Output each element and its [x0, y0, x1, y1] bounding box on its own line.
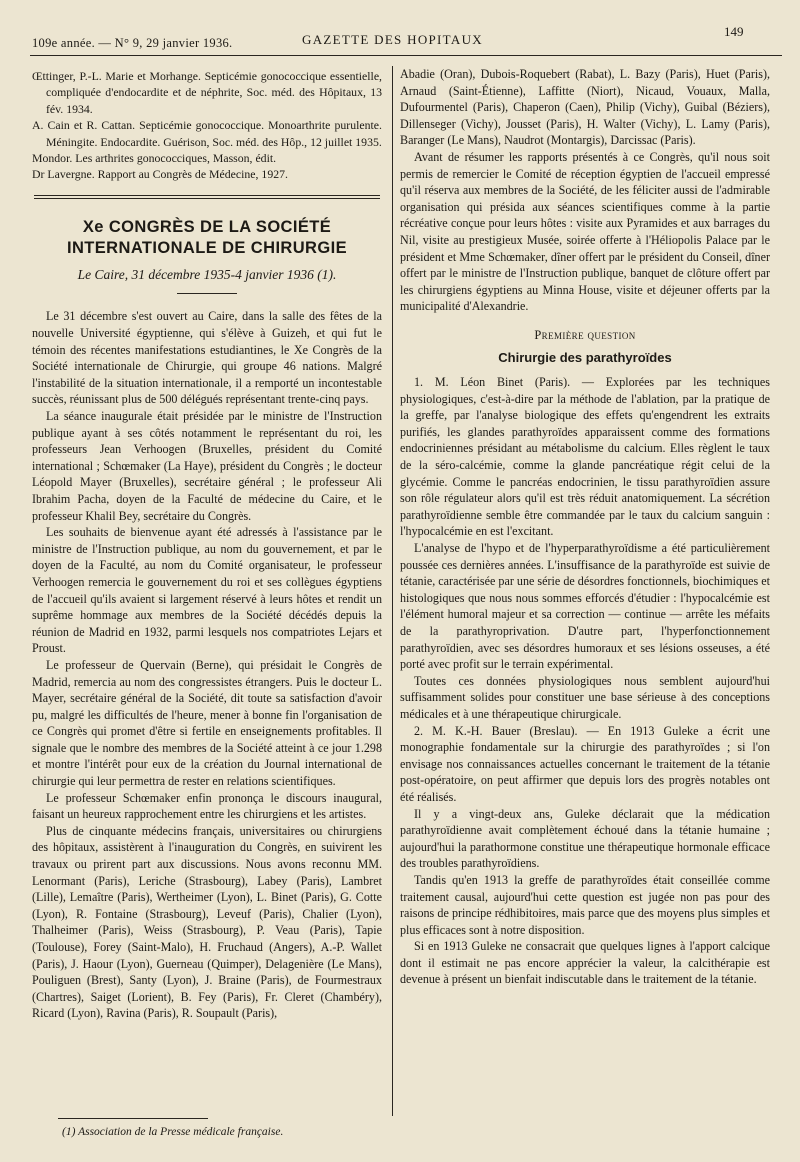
body-paragraph: Le professeur Schœmaker enfin prononça le discours inaugural, faisant un heureux rapprochement entre les chirurgiens et les artistes. [32, 790, 382, 822]
congress-title: Xe CONGRÈS DE LA SOCIÉTÉ INTERNATIONALE DE CHIRURGIE [67, 217, 347, 257]
congress-subtitle: Le Caire, 31 décembre 1935-4 janvier 1936 (1). [77, 266, 337, 282]
body-paragraph: Tandis qu'en 1913 la greffe de parathyroïdes était conseillée comme traitement causal, aujourd'hui cette question est jugée non pas pour des raisons de principe rédhibitoires, mais parce que des moyens plus simples et plus efficaces sont à notre disposition. [400, 872, 770, 937]
reference-item: Œttinger, P.-L. Marie et Morhange. Septicémie gonococcique essentielle, compliquée d'endocardite et de néphrite, Soc. méd. des Hôpitaux, 13 fév. 1934. [32, 69, 382, 116]
page-number: 149 [724, 24, 744, 39]
short-divider [177, 293, 237, 294]
reference-item: Dr Lavergne. Rapport au Congrès de Médecine, 1927. [32, 167, 288, 182]
left-column [32, 68, 382, 1022]
body-paragraph: Plus de cinquante médecins français, universitaires ou chirurgiens des hôpitaux, assistèrent à l'inauguration du Congrès, en suivirent les travaux ou prirent part aux discussions. Nous avons reconnu MM. Lenormant (Paris), Leriche (Strasbourg), Labey (Paris), Lambret (Lille), Lemaître (Paris), Wertheimer (Lyon), L. Binet (Paris), G. Cotte (Lyon), R. Fontaine (Strasbourg), Leveuf (Paris), Chalier (Lyon), Thalheimer (Paris), Weiss (Strasbourg), P. Veau (Paris), Tapie (Toulouse), Forey (Saint-Malo), H. Fruchaud (Angers), A.-P. Wallet (Paris), J. Haour (Lyon), Guerneau (Quimper), Delagenière (Le Mans), Pouliguen (Brest), Santy (Lyon), J. Braine (Paris), de Fourmestraux (Chartres), Saiget (Lorient), B. Fey (Paris), Fr. Cleret (Chambéry), Ricard (Lyon), Ravina (Paris), R. Soupault (Paris), [32, 823, 382, 1021]
body-paragraph: Les souhaits de bienvenue ayant été adressés à l'assistance par le ministre de l'Instruction publique, au nom du gouvernement, et par le doyen de la Faculté, au nom du Comité organisateur, le professeur Verhoogen remercia le gouvernement du roi et ses collègues égyptiens de l'accueil qu'ils avaient si largement réservé à leurs hôtes et rendit un suprême hommage aux membres de la Société décédés depuis la réunion de Madrid en 1932, parmi lesquels nos compatriotes Lejars et Proust. [32, 525, 382, 656]
body-paragraph: Il y a vingt-deux ans, Guleke déclarait que la médication parathyroïdienne avait complètement échoué dans la tétanie humaine ; aujourd'hui la parathormone constitue une thérapeutique hormonale efficace des troubles parathyroïdiens. [400, 806, 770, 871]
body-paragraph: Le professeur de Quervain (Berne), qui présidait le Congrès de Madrid, remercia au nom des congressistes étrangers. Puis le docteur L. Mayer, secrétaire général de la Société, dit toute sa satisfaction d'avoir pu, malgré les difficultés de l'heure, mener à bonne fin l'organisation de ce Congrès qui promet d'être si fertile en enseignements profitables. Il signale que le nombre des membres de la Société atteint à ce jour 1.298 et montre l'intérêt pour eux de la création du Journal international de chirurgie qui leur permettra de rester en relations scientifiques. [32, 657, 382, 789]
body-paragraph: L'analyse de l'hypo et de l'hyperparathyroïdisme a été particulièrement poussée ces dernières années. L'insuffisance de la parathyroïde est suivie de tétanie, caractérisée par une série de désordres fonctionnels, biochimiques et histologiques que nous nous sommes efforcés d'étudier : l'hypocalcémie est l'élément humoral majeur et sa correction — continue — arrête les méfaits de la parathyroprivation. D'autre part, l'hyperfonctionnement parathyroïdien, avec ses désordres humoraux et ses lésions osseuses, a été porté avec profit sur le terrain expérimental. [400, 541, 770, 672]
body-paragraph: Avant de résumer les rapports présentés à ce Congrès, qu'il nous soit permis de remercier le Comité de réception égyptien de l'accueil empressé qu'il réserva aux membres de la Société, de les féliciter aussi de l'admirable organisation qui présida aux séances scientifiques comme à la partie récréative conçue pour leurs hôtes : visite aux Pyramides et aux barrages du Nil, visite au prestigieux Musée, soirée offerte à l'Héliopolis Palace par le président et Mme Schœmaker, dîner offert par le président du Conseil, dîner offert par le ministre de l'Instruction publique, banquet de clôture offert par les chirurgiens égyptiens au Minna House, visite et déjeuner offerts par la municipalité d'Alexandrie. [400, 149, 770, 314]
body-paragraph: Abadie (Oran), Dubois-Roquebert (Rabat), L. Bazy (Paris), Huet (Paris), Arnaud (Saint-Étienne), Laffitte (Niort), Nicaud, Vouaux, Malla, Dufourmentel (Paris), Chaperon (Caen), Philip (Vichy), Guibal (Béziers), Dillenseger (Vichy), Jousset (Paris), H. Walter (Vichy), L. Lamy (Paris), Baranger (Le Mans), Naudrot (Montargis), Darcissac (Paris). [400, 67, 770, 148]
body-paragraph: 2. M. K.-H. Bauer (Breslau). — En 1913 Guleke a écrit une monographie fondamentale sur la chirurgie des parathyroïdes ; si l'on envisage nos connaissances actuelles concernant le traitement de la tétanie post-opératoire, on peut affirmer que depuis lors des progrès notables ont été réalisés. [400, 723, 770, 804]
body-paragraph: 1. M. Léon Binet (Paris). — Explorées par les techniques physiologiques, c'est-à-dire par la méthode de l'ablation, par la pratique de la greffe, par l'analyse biologique des effets qu'engendrent les extraits purifiés, les glandes parathyroïdes apparaissent comme des formations endocriniennes présidant au métabolisme du calcium. Elles règlent le taux de la séro-calcémie, comme la glande pancréatique régit celui de la glycémie. Comme le pancréas endocrinien, le tissu parathyroïdien assure son rôle régulateur alors qu'il est très réduit anatomiquement. La sécrétion parathyroïdienne semble être commandée par le taux du calcium sanguin : l'hypocalcémie en est l'excitant. [400, 375, 770, 539]
right-column [400, 66, 770, 988]
footnote: (1) Association de la Presse médicale française. [62, 1126, 284, 1138]
section-title: Première question [534, 327, 636, 342]
header-rule [30, 55, 782, 56]
body-paragraph: La séance inaugurale était présidée par le ministre de l'Instruction publique ayant à ses côtés notamment le représentant du roi, les professeurs Jean Verhoogen (Bruxelles, président du Comité international ; Schœmaker (La Haye), président du Congrès ; le docteur Léopold Mayer (Bruxelles), secrétaire général ; le professeur Ali Ibrahim Pacha, doyen de la Faculté de médecine du Caire, et le professeur Khalil Bey, secrétaire du Congrès. [32, 409, 382, 523]
journal-title: GAZETTE DES HOPITAUX [302, 32, 483, 47]
footnote-rule [58, 1118, 208, 1119]
reference-list [32, 68, 382, 183]
column-divider [392, 66, 393, 1116]
section-subtitle: Chirurgie des parathyroïdes [498, 349, 672, 365]
body-paragraph: Si en 1913 Guleke ne consacrait que quelques lignes à l'apport calcique dont il estimait ne pas encore apprécier la valeur, la calcithérapie est devenue à présent un bienfait indiscutable dans le traitement de la tétanie. [400, 939, 770, 987]
reference-item: A. Cain et R. Cattan. Septicémie gonococcique. Monoarthrite purulente. Méningite. Endocardite. Guérison, Soc. méd. des Hôp., 12 juillet 1935. [32, 118, 382, 149]
section-double-rule [34, 195, 380, 199]
issue-header: 109e année. — N° 9, 29 janvier 1936. [32, 36, 233, 50]
body-paragraph: Toutes ces données physiologiques nous semblent aujourd'hui suffisamment solides pour constituer une base sérieuse à des conceptions médicales et à une thérapeutique chirurgicale. [400, 673, 770, 721]
reference-item: Mondor. Les arthrites gonococciques, Masson, édit. [32, 151, 277, 166]
body-paragraph: Le 31 décembre s'est ouvert au Caire, dans la salle des fêtes de la nouvelle Université égyptienne, qui s'élève à Guizeh, et qui fut le témoin des récentes manifestations estudiantines, le Xe Congrès de la Société internationale de Chirurgie, qui groupe 46 nations. Malgré l'instabilité de la situation internationale, il a remporté un incontestable succès, réunissant plus de 500 délégués représentant trente-cinq pays. [32, 309, 382, 407]
